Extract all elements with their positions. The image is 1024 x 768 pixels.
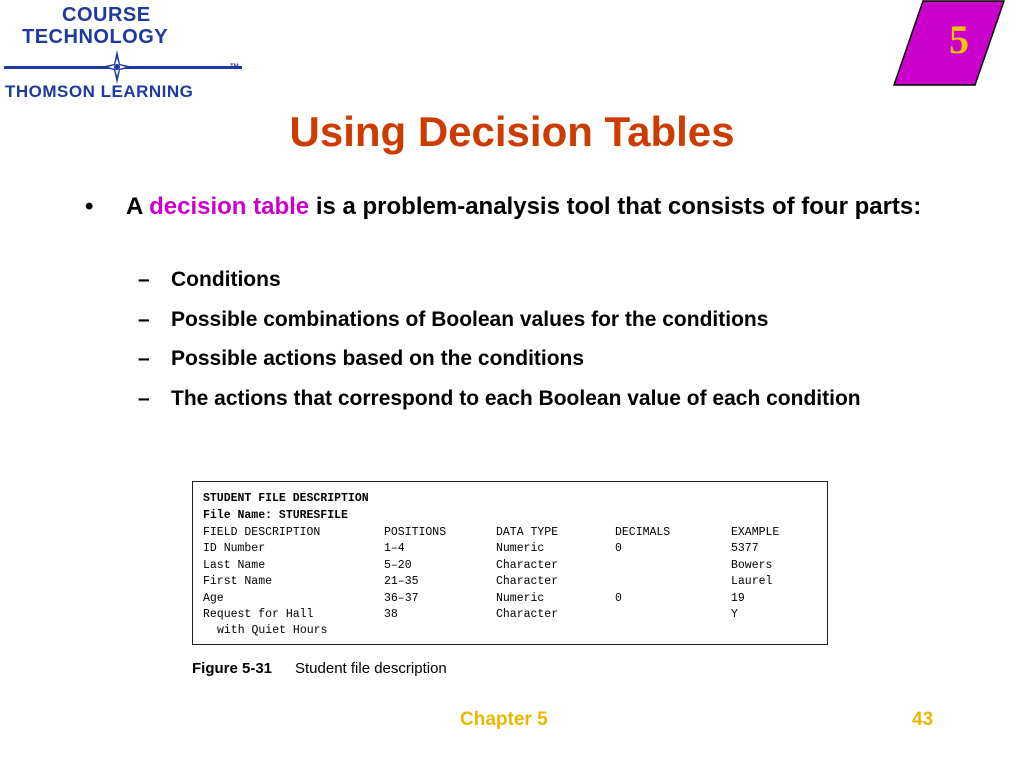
table-cell: Numeric bbox=[496, 592, 545, 605]
table-cell: 19 bbox=[731, 592, 745, 605]
table-cell: 0 bbox=[615, 592, 622, 605]
logo-line-thomson: THOMSON LEARNING bbox=[5, 82, 194, 101]
logo-line-course: COURSE bbox=[62, 4, 151, 26]
table-cell: Age bbox=[203, 592, 224, 605]
table-cell: 0 bbox=[615, 542, 622, 555]
sub-item-marker: – bbox=[138, 387, 150, 410]
slide-title: Using Decision Tables bbox=[289, 108, 735, 155]
bullet-term: decision table bbox=[149, 193, 310, 220]
figure-heading: STUDENT FILE DESCRIPTION bbox=[203, 492, 369, 505]
table-cell: Request for Hall bbox=[203, 608, 314, 621]
table-cell: 36–37 bbox=[384, 592, 419, 605]
student-file-description-figure bbox=[192, 481, 828, 645]
table-cell: Laurel bbox=[731, 575, 773, 588]
sub-item-marker: – bbox=[138, 347, 150, 370]
sub-item-text: The actions that correspond to each Boolean value of each condition bbox=[171, 387, 861, 410]
column-header: FIELD DESCRIPTION bbox=[203, 526, 321, 539]
figure-file-name: File Name: STURESFILE bbox=[203, 509, 348, 522]
bullet-prefix: A bbox=[126, 193, 150, 220]
table-cell: 5377 bbox=[731, 542, 759, 555]
footer-page-number: 43 bbox=[912, 709, 934, 730]
logo-line-technology: TECHNOLOGY bbox=[22, 26, 169, 48]
sub-item-text: Possible actions based on the conditions bbox=[171, 347, 585, 370]
logo-trademark: TM bbox=[230, 64, 239, 70]
table-cell: Bowers bbox=[731, 559, 773, 572]
chapter-number: 5 bbox=[949, 17, 969, 62]
table-cell: First Name bbox=[203, 575, 273, 588]
column-header: DECIMALS bbox=[615, 526, 671, 539]
course-technology-logo bbox=[0, 0, 260, 110]
table-cell: Numeric bbox=[496, 542, 545, 555]
table-cell: Last Name bbox=[203, 559, 266, 572]
table-cell: 1–4 bbox=[384, 542, 405, 555]
bullet-text bbox=[126, 192, 926, 222]
footer-chapter: Chapter 5 bbox=[460, 709, 548, 730]
sub-item-marker: – bbox=[138, 268, 150, 291]
sub-item-text: Conditions bbox=[171, 268, 281, 291]
figure-caption-title: Student file description bbox=[295, 660, 447, 677]
figure-caption-label: Figure 5-31 bbox=[192, 660, 273, 677]
table-cell: 21–35 bbox=[384, 575, 419, 588]
column-header: POSITIONS bbox=[384, 526, 447, 539]
table-cell: 5–20 bbox=[384, 559, 412, 572]
table-cell: Character bbox=[496, 608, 559, 621]
table-cell: ID Number bbox=[203, 542, 266, 555]
table-cell: 38 bbox=[384, 608, 398, 621]
bullet-rest: is a problem-analysis tool that consists of four parts: bbox=[309, 193, 922, 220]
table-cell: Character bbox=[496, 575, 559, 588]
column-header: DATA TYPE bbox=[496, 526, 559, 539]
table-cell: Y bbox=[731, 608, 738, 621]
chapter-badge bbox=[893, 0, 1005, 86]
column-header: EXAMPLE bbox=[731, 526, 780, 539]
table-cell-continuation: with Quiet Hours bbox=[217, 624, 328, 637]
sub-item-marker: – bbox=[138, 308, 150, 331]
sub-item-text: Possible combinations of Boolean values for the conditions bbox=[171, 308, 769, 331]
figure-caption bbox=[192, 660, 447, 677]
bullet-marker: • bbox=[85, 193, 94, 220]
table-cell: Character bbox=[496, 559, 559, 572]
star-icon bbox=[100, 50, 134, 84]
